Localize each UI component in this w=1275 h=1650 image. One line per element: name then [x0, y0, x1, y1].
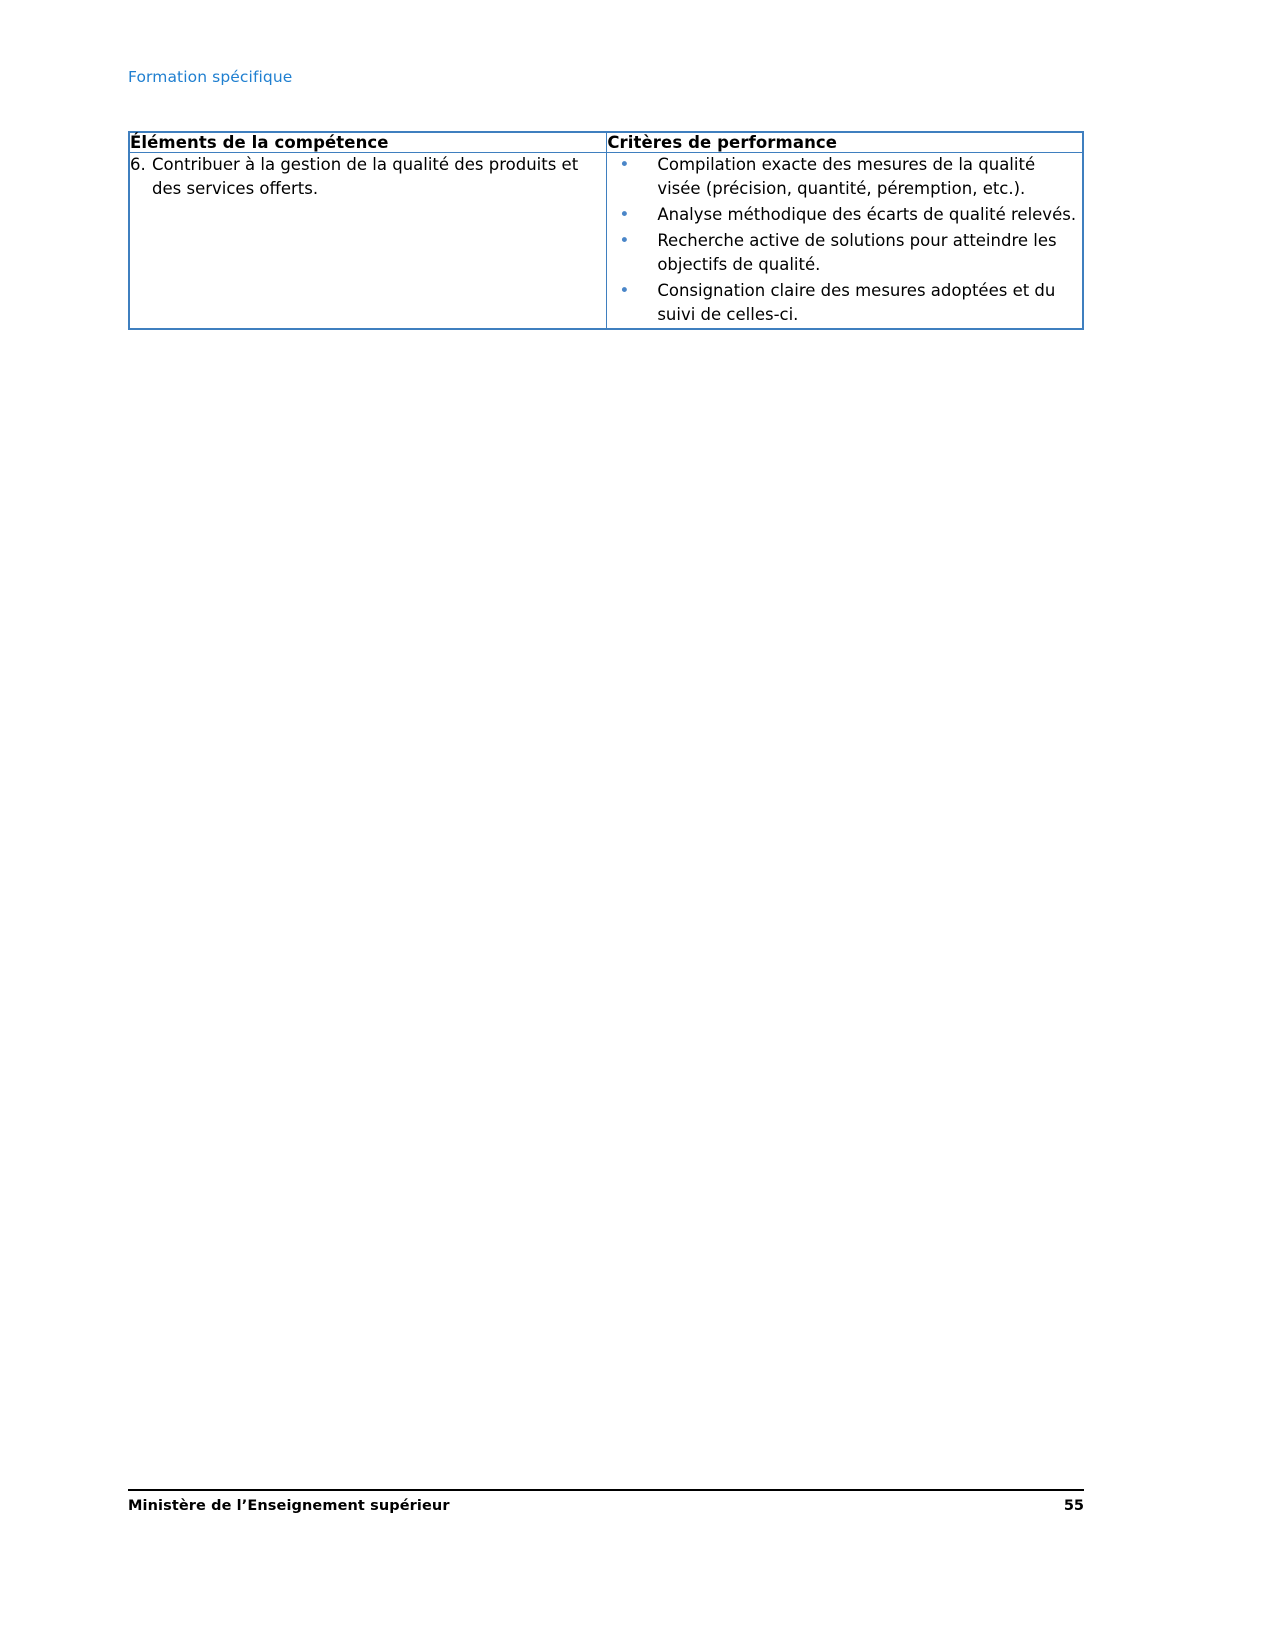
footer-organisation: Ministère de l’Enseignement supérieur	[128, 1498, 450, 1514]
list-item	[607, 279, 1082, 327]
footer-page-number: 55	[1063, 1498, 1084, 1514]
column-header-elements: Éléments de la compétence	[129, 132, 607, 153]
table-body	[129, 153, 1083, 330]
table-header-row	[129, 132, 1083, 153]
criteria-list	[607, 153, 1082, 326]
footer-divider	[128, 1489, 1084, 1491]
page-header-label: Formation spécifique	[128, 68, 293, 86]
criterion-text: Analyse méthodique des écarts de qualité relevés.	[657, 204, 1077, 224]
criterion-text: Consignation claire des mesures adoptées et du suivi de celles-ci.	[657, 280, 1056, 324]
criterion-text: Recherche active de solutions pour atteindre les objectifs de qualité.	[657, 230, 1057, 274]
table-header	[129, 132, 1083, 153]
element-text: Contribuer à la gestion de la qualité des produits et des services offerts.	[152, 155, 579, 198]
criterion-text: Compilation exacte des mesures de la qualité visée (précision, quantité, péremption, etc.).	[657, 155, 1036, 198]
competency-table	[128, 131, 1084, 330]
element-item	[130, 153, 606, 201]
bullet-icon: •	[619, 280, 630, 301]
bullet-icon: •	[619, 204, 630, 225]
element-number: 6.	[130, 155, 146, 174]
list-item	[607, 203, 1082, 227]
cell-criteria	[607, 153, 1083, 330]
column-header-criteria: Critères de performance	[607, 132, 1083, 153]
list-item	[607, 229, 1082, 277]
bullet-icon: •	[619, 230, 630, 251]
cell-element	[129, 153, 607, 330]
list-item	[607, 153, 1082, 201]
table-row	[129, 153, 1083, 330]
bullet-icon: •	[619, 155, 630, 175]
